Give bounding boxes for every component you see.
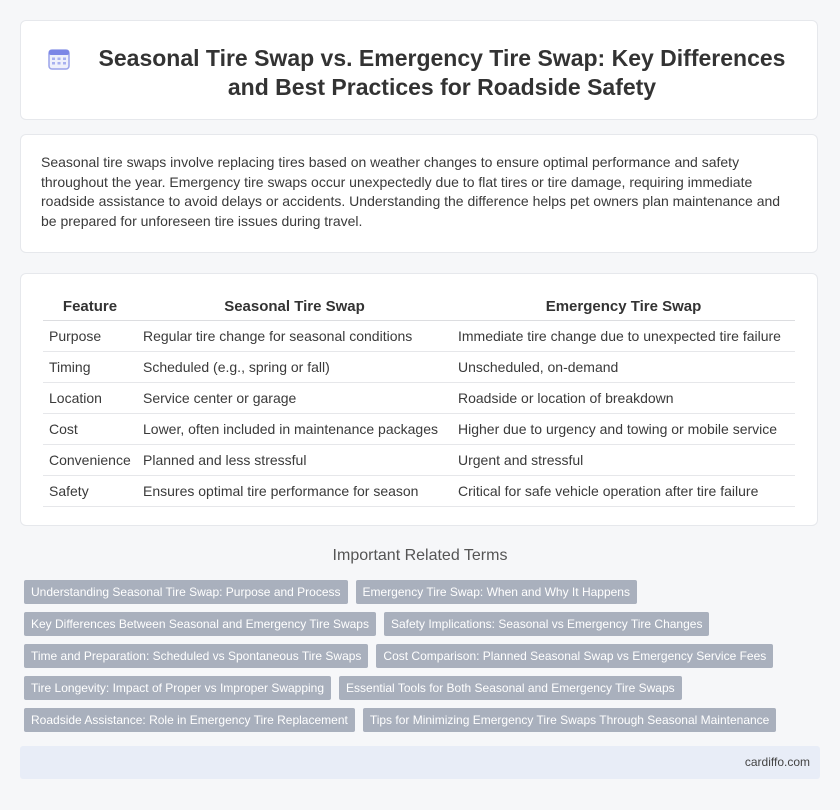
related-term-tag[interactable]: Time and Preparation: Scheduled vs Spontaneous Tire Swaps <box>24 644 368 668</box>
table-cell: Regular tire change for seasonal conditions <box>137 321 452 352</box>
table-cell: Safety <box>43 476 137 507</box>
header-emergency: Emergency Tire Swap <box>452 292 795 321</box>
intro-paragraph: Seasonal tire swaps involve replacing tires based on weather changes to ensure optimal performance and safety throughout the year. Emergency tire swaps occur unexpectedly due to flat tires or tire damage, requiring immediate roadside assistance to avoid delays or accidents. Understanding the difference helps pet owners plan maintenance and be prepared for unforeseen tire issues during travel. <box>41 154 781 229</box>
table-cell: Service center or garage <box>137 383 452 414</box>
table-cell: Ensures optimal tire performance for season <box>137 476 452 507</box>
title-card <box>20 20 818 120</box>
table-row <box>43 352 795 383</box>
footer-site-link[interactable]: cardiffo.com <box>744 755 810 769</box>
table-cell: Higher due to urgency and towing or mobile service <box>452 414 795 445</box>
related-term-tag[interactable]: Emergency Tire Swap: When and Why It Happens <box>356 580 637 604</box>
table-header-row <box>43 292 795 321</box>
page-title: Seasonal Tire Swap vs. Emergency Tire Swap: Key Differences and Best Practices for Roadside Safety <box>98 45 786 100</box>
related-term-tag[interactable]: Tips for Minimizing Emergency Tire Swaps Through Seasonal Maintenance <box>363 708 777 732</box>
table-cell: Roadside or location of breakdown <box>452 383 795 414</box>
table-cell: Unscheduled, on-demand <box>452 352 795 383</box>
table-row <box>43 414 795 445</box>
table-cell: Cost <box>43 414 137 445</box>
table-row <box>43 321 795 352</box>
header-feature: Feature <box>43 292 137 321</box>
related-term-tag[interactable]: Essential Tools for Both Seasonal and Emergency Tire Swaps <box>339 676 682 700</box>
table-cell: Scheduled (e.g., spring or fall) <box>137 352 452 383</box>
table-cell: Immediate tire change due to unexpected tire failure <box>452 321 795 352</box>
footer-bar <box>20 746 820 779</box>
related-terms-list <box>24 580 784 740</box>
related-term-tag[interactable]: Safety Implications: Seasonal vs Emergency Tire Changes <box>384 612 709 636</box>
table-cell: Location <box>43 383 137 414</box>
related-term-tag[interactable]: Key Differences Between Seasonal and Emergency Tire Swaps <box>24 612 376 636</box>
related-term-tag[interactable]: Understanding Seasonal Tire Swap: Purpose and Process <box>24 580 348 604</box>
table-cell: Purpose <box>43 321 137 352</box>
intro-card <box>20 134 818 253</box>
comparison-table <box>43 292 795 507</box>
comparison-card <box>20 273 818 526</box>
table-cell: Critical for safe vehicle operation after tire failure <box>452 476 795 507</box>
related-term-tag[interactable]: Tire Longevity: Impact of Proper vs Improper Swapping <box>24 676 331 700</box>
related-term-tag[interactable]: Roadside Assistance: Role in Emergency Tire Replacement <box>24 708 355 732</box>
header-seasonal: Seasonal Tire Swap <box>137 292 452 321</box>
related-terms-heading: Important Related Terms <box>332 547 508 564</box>
table-row <box>43 445 795 476</box>
table-cell: Timing <box>43 352 137 383</box>
table-cell: Planned and less stressful <box>137 445 452 476</box>
table-row <box>43 383 795 414</box>
table-cell: Lower, often included in maintenance packages <box>137 414 452 445</box>
table-cell: Urgent and stressful <box>452 445 795 476</box>
calendar-icon <box>47 47 71 71</box>
table-row <box>43 476 795 507</box>
table-cell: Convenience <box>43 445 137 476</box>
related-term-tag[interactable]: Cost Comparison: Planned Seasonal Swap vs Emergency Service Fees <box>376 644 773 668</box>
